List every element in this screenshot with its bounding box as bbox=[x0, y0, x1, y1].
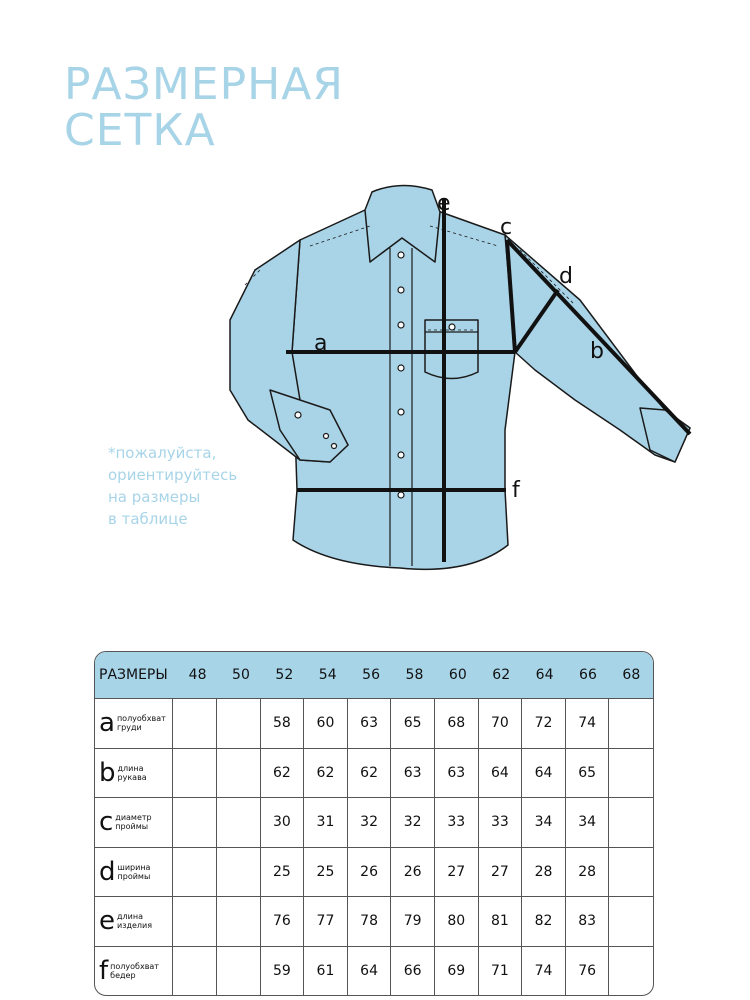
size-header: 56 bbox=[362, 667, 380, 683]
table-cell: 78 bbox=[347, 897, 391, 946]
table-cell: 27 bbox=[478, 848, 522, 897]
row-description bbox=[115, 813, 151, 831]
row-description-line: проймы bbox=[115, 822, 149, 832]
row-letter: e bbox=[99, 906, 115, 937]
table-cell bbox=[608, 798, 653, 847]
title-line-1: РАЗМЕРНАЯ bbox=[64, 59, 344, 110]
row-letter: c bbox=[99, 807, 114, 838]
row-description-line: ширина bbox=[117, 862, 151, 872]
table-cell: 33 bbox=[434, 798, 478, 847]
table-cell: 82 bbox=[521, 897, 565, 946]
table-cell: 26 bbox=[390, 848, 434, 897]
row-label bbox=[95, 947, 172, 997]
table-cell bbox=[216, 749, 260, 798]
table-cell: 63 bbox=[390, 749, 434, 798]
table-cell: 30 bbox=[260, 798, 304, 847]
size-header: 52 bbox=[275, 667, 294, 683]
table-cell: 32 bbox=[390, 798, 434, 847]
table-cell: 74 bbox=[521, 947, 565, 997]
row-description bbox=[110, 962, 159, 980]
table-cell: 62 bbox=[347, 749, 391, 798]
row-description-line: полуобхват bbox=[110, 962, 159, 972]
table-cell bbox=[172, 798, 216, 847]
row-letter: b bbox=[99, 757, 116, 788]
table-row bbox=[95, 699, 653, 749]
size-table-header bbox=[95, 652, 653, 699]
table-cell: 28 bbox=[521, 848, 565, 897]
table-cell: 63 bbox=[347, 699, 391, 748]
note-line: ориентируйтесь bbox=[108, 466, 238, 484]
row-description bbox=[117, 912, 152, 930]
table-row bbox=[95, 749, 653, 799]
row-description-line: длина bbox=[117, 912, 143, 922]
table-cell bbox=[608, 749, 653, 798]
size-header: 66 bbox=[579, 667, 597, 683]
table-cell: 64 bbox=[521, 749, 565, 798]
size-header: 58 bbox=[405, 667, 424, 683]
table-cell: 72 bbox=[521, 699, 565, 748]
table-cell: 68 bbox=[434, 699, 478, 748]
table-cell: 81 bbox=[478, 897, 522, 946]
row-description bbox=[118, 863, 151, 881]
row-letter: d bbox=[99, 856, 116, 887]
table-cell bbox=[172, 947, 216, 997]
table-cell bbox=[172, 699, 216, 748]
row-label bbox=[95, 798, 172, 847]
table-cell: 59 bbox=[260, 947, 304, 997]
table-cell bbox=[608, 699, 653, 748]
table-cell: 27 bbox=[434, 848, 478, 897]
table-cell: 76 bbox=[565, 947, 609, 997]
table-cell: 28 bbox=[565, 848, 609, 897]
shirt-body bbox=[292, 210, 515, 569]
table-cell: 63 bbox=[434, 749, 478, 798]
row-description bbox=[118, 764, 147, 782]
size-header: 68 bbox=[622, 667, 641, 683]
measure-c-label: c bbox=[500, 215, 513, 240]
table-cell bbox=[172, 749, 216, 798]
row-label bbox=[95, 749, 172, 798]
table-cell: 32 bbox=[347, 798, 391, 847]
measure-f-label: f bbox=[512, 478, 520, 503]
size-header: 54 bbox=[318, 667, 337, 683]
table-row bbox=[95, 947, 653, 997]
table-cell: 25 bbox=[260, 848, 304, 897]
table-cell bbox=[216, 897, 260, 946]
table-cell: 77 bbox=[303, 897, 347, 946]
size-header: 60 bbox=[448, 667, 467, 683]
size-table bbox=[94, 651, 654, 996]
table-cell: 71 bbox=[478, 947, 522, 997]
title-line-2: СЕТКА bbox=[64, 105, 216, 156]
measure-b-label: b bbox=[590, 339, 604, 364]
table-cell bbox=[608, 897, 653, 946]
table-cell bbox=[216, 848, 260, 897]
row-description-line: изделия bbox=[117, 921, 153, 931]
table-cell: 61 bbox=[303, 947, 347, 997]
right-cuff bbox=[640, 408, 690, 462]
row-description-line: бедер bbox=[110, 971, 136, 981]
row-description-line: полуобхват bbox=[116, 714, 166, 724]
note-line: в таблице bbox=[108, 510, 188, 528]
table-cell bbox=[172, 897, 216, 946]
row-description-line: груди bbox=[116, 723, 142, 733]
row-label bbox=[95, 699, 172, 748]
table-cell: 34 bbox=[565, 798, 609, 847]
table-cell: 34 bbox=[521, 798, 565, 847]
table-cell: 64 bbox=[478, 749, 522, 798]
table-cell bbox=[216, 947, 260, 997]
measure-a-label: a bbox=[314, 331, 328, 356]
table-cell: 65 bbox=[390, 699, 434, 748]
table-cell: 62 bbox=[303, 749, 347, 798]
row-label bbox=[95, 897, 172, 946]
table-cell: 60 bbox=[303, 699, 347, 748]
table-cell bbox=[216, 798, 260, 847]
table-cell: 58 bbox=[260, 699, 304, 748]
table-cell: 26 bbox=[347, 848, 391, 897]
table-cell bbox=[608, 947, 653, 997]
note-line: на размеры bbox=[108, 488, 201, 506]
size-header: 64 bbox=[535, 667, 554, 683]
table-cell: 64 bbox=[347, 947, 391, 997]
table-cell: 31 bbox=[303, 798, 347, 847]
table-cell: 83 bbox=[565, 897, 609, 946]
table-cell: 25 bbox=[303, 848, 347, 897]
size-note bbox=[108, 442, 268, 530]
size-header: 62 bbox=[492, 667, 511, 683]
table-cell bbox=[216, 699, 260, 748]
row-description bbox=[117, 714, 166, 732]
measure-e-label: e bbox=[437, 191, 451, 216]
table-row bbox=[95, 897, 653, 947]
row-description-line: диаметр bbox=[115, 813, 152, 823]
row-label bbox=[95, 848, 172, 897]
table-row bbox=[95, 798, 653, 848]
table-row bbox=[95, 848, 653, 898]
row-description-line: длина bbox=[117, 763, 144, 773]
table-cell: 79 bbox=[390, 897, 434, 946]
table-cell: 80 bbox=[434, 897, 478, 946]
table-cell: 33 bbox=[478, 798, 522, 847]
table-cell bbox=[608, 848, 653, 897]
row-description-line: рукава bbox=[117, 772, 147, 782]
size-header: 48 bbox=[188, 667, 207, 683]
note-line: *пожалуйста, bbox=[108, 444, 217, 462]
table-cell bbox=[172, 848, 216, 897]
table-cell: 74 bbox=[565, 699, 609, 748]
table-cell: 66 bbox=[390, 947, 434, 997]
table-cell: 69 bbox=[434, 947, 478, 997]
row-letter: f bbox=[99, 956, 109, 987]
row-description-line: проймы bbox=[117, 871, 151, 881]
table-cell: 76 bbox=[260, 897, 304, 946]
row-letter: a bbox=[99, 708, 115, 739]
table-cell: 70 bbox=[478, 699, 522, 748]
size-header: 50 bbox=[232, 667, 250, 683]
header-label: РАЗМЕРЫ bbox=[99, 667, 168, 683]
table-cell: 65 bbox=[565, 749, 609, 798]
table-cell: 62 bbox=[260, 749, 304, 798]
measure-d-label: d bbox=[559, 264, 573, 289]
